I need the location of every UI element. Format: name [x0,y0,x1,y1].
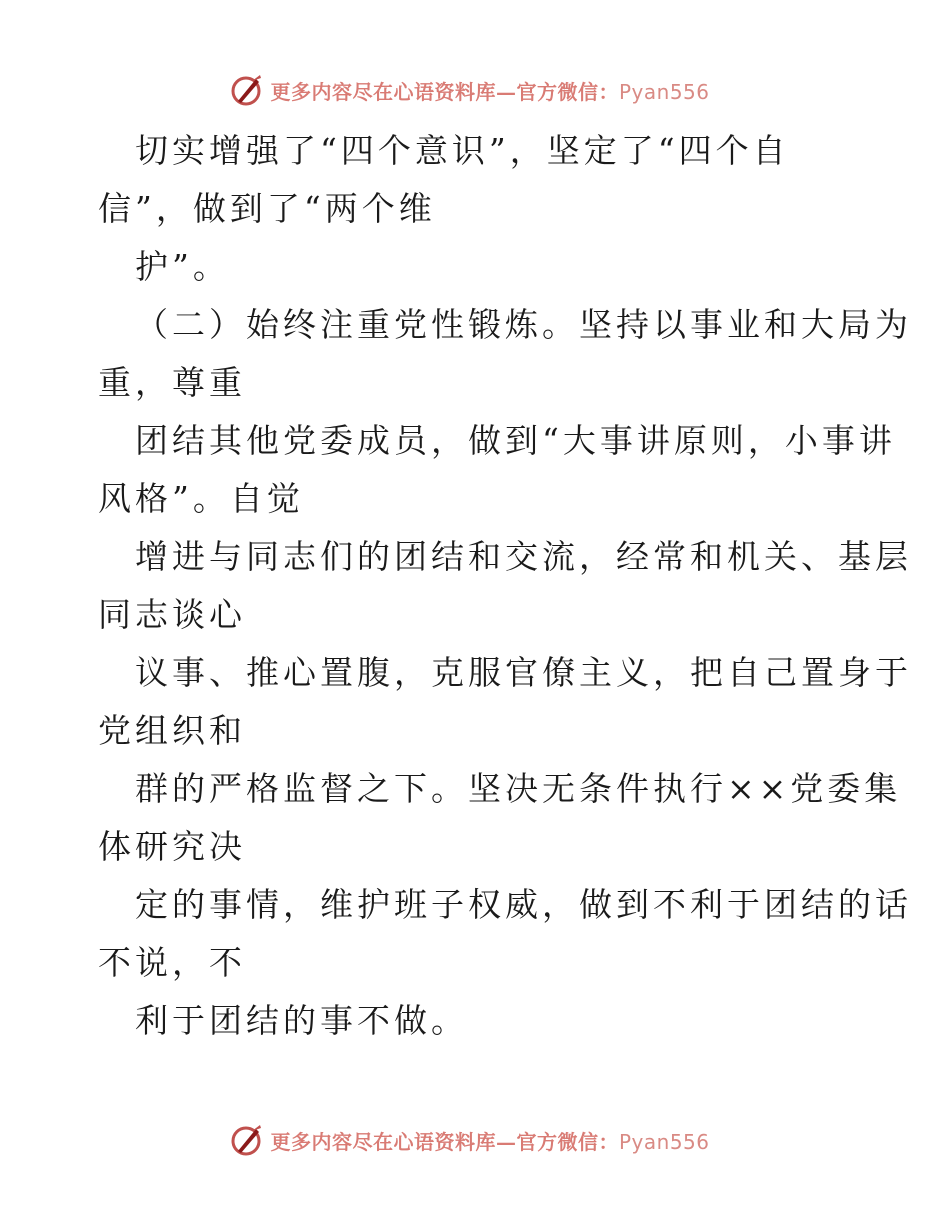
text-line: 议事、推心置腹，克服官僚主义，把自己置身于 [135,653,912,692]
text-line: 护”。 [135,247,230,286]
text-line: 增进与同志们的团结和交流，经常和机关、基层 [135,537,912,576]
text-line: 群的严格监督之下。坚决无条件执行××党委集 [135,769,902,808]
footer-banner-inner [230,1123,709,1157]
quill-logo-icon [230,73,264,107]
text-line: 切实增强了“四个意识”，坚定了“四个自 [135,131,790,170]
header-banner-contact: Pyan556 [618,79,710,104]
header-banner-inner [230,73,709,107]
text-line: 信”，做到了“两个维 [98,189,436,228]
footer-banner-text [270,1126,709,1155]
text-line: 体研究决 [98,827,246,866]
footer-banner-label: 更多内容尽在心语资料库—官方微信： [270,1129,619,1154]
text-line: 党组织和 [98,711,246,750]
footer-banner [0,1120,950,1160]
header-banner [0,70,950,110]
text-line: 利于团结的事不做。 [135,1001,468,1040]
text-line: 重，尊重 [98,363,246,402]
header-banner-text [270,76,709,105]
text-line: 定的事情，维护班子权威，做到不利于团结的话 [135,885,912,924]
text-line: 不说，不 [98,943,246,982]
quill-logo-icon [230,1123,264,1157]
text-line: 风格”。自觉 [98,479,304,518]
text-line: 团结其他党委成员，做到“大事讲原则，小事讲 [135,421,896,460]
footer-banner-contact: Pyan556 [618,1129,710,1154]
document-body [98,122,912,1050]
header-banner-label: 更多内容尽在心语资料库—官方微信： [270,79,619,104]
text-line: 同志谈心 [98,595,246,634]
text-line: （二）始终注重党性锻炼。坚持以事业和大局为 [135,305,912,344]
